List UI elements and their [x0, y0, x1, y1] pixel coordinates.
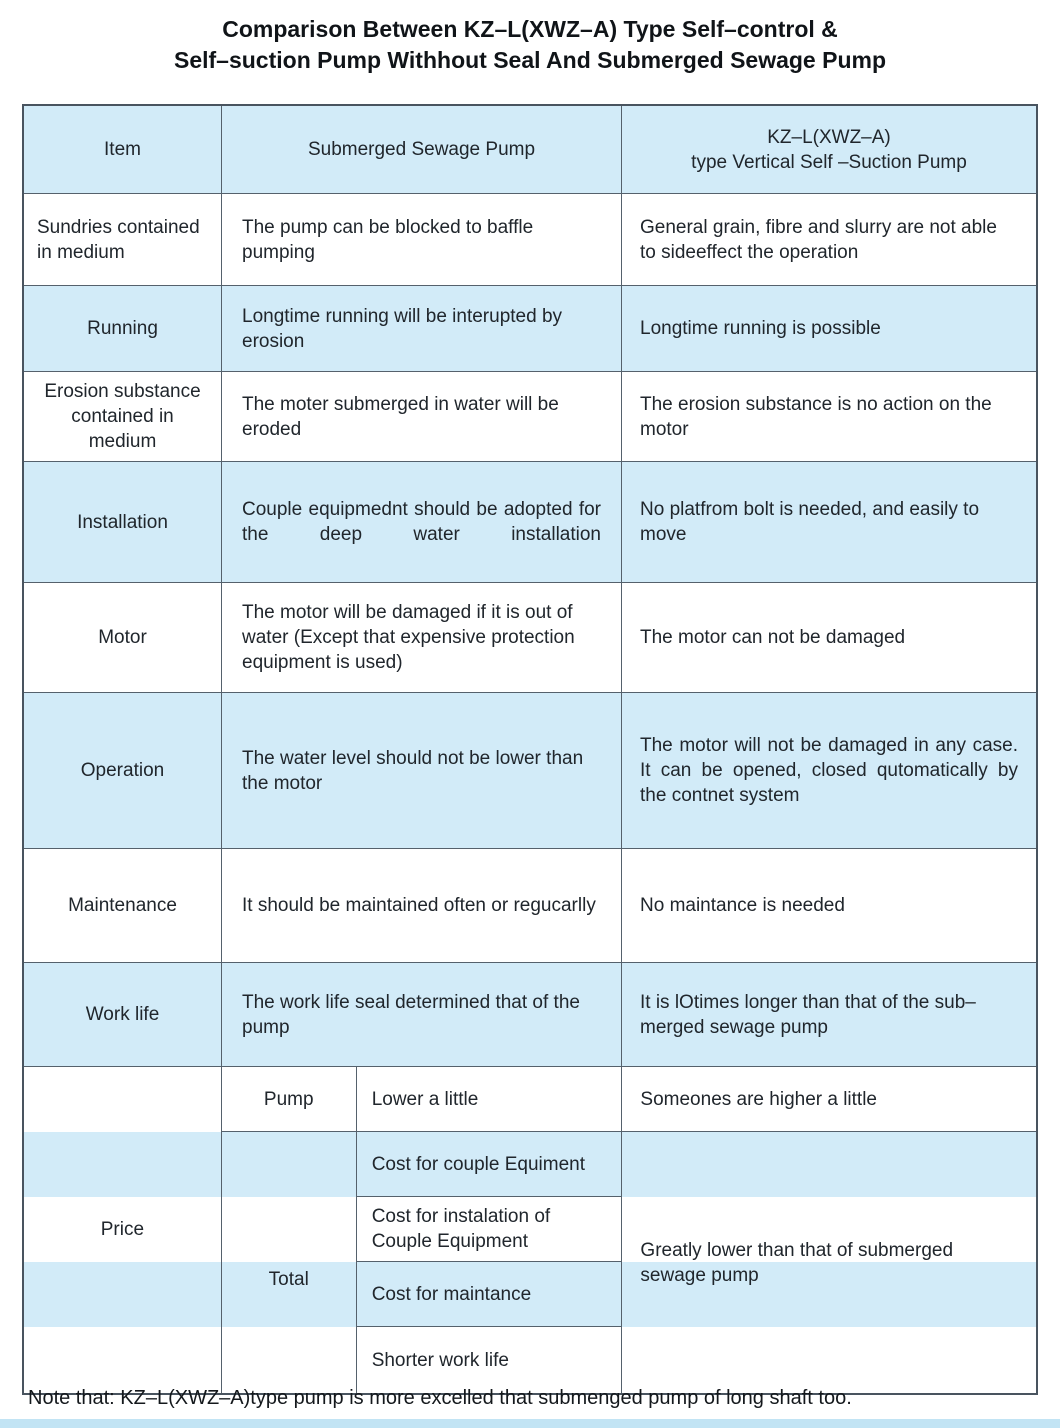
price-subcol-labels — [222, 1067, 357, 1393]
row-submerged-cell: The water level should not be lower than the motor — [222, 693, 622, 848]
table-row-erosion — [24, 372, 1036, 462]
footnote: Note that: KZ–L(XWZ–A)type pump is more excelled that submenged pump of long shaft too. — [28, 1387, 852, 1409]
price-cost-cell: Cost for instalation of Couple Equipment — [357, 1197, 622, 1262]
price-cost-cell: Cost for couple Equiment — [357, 1132, 622, 1197]
price-pump-kzl-cell: Someones are higher a little — [622, 1067, 1036, 1132]
row-submerged-cell: It should be maintained often or regucarlly — [222, 849, 622, 962]
table-row-operation — [24, 693, 1036, 849]
header-submerged-cell: Submerged Sewage Pump — [222, 106, 622, 193]
price-item-label: Price — [100, 1219, 145, 1240]
price-pump-label-cell: Pump — [222, 1067, 356, 1132]
row-kzl-cell: The motor can not be damaged — [640, 627, 906, 648]
row-item-cell: Sundries contained in medium — [24, 194, 222, 285]
row-kzl-cell: No platfrom bolt is needed, and easily to move — [640, 499, 980, 545]
price-total-kzl-cell: Greatly lower than that of submerged sewage pump — [640, 1239, 954, 1286]
page-title-line2: Self–suction Pump Withhout Seal And Submerged Sewage Pump — [173, 47, 887, 73]
comparison-table — [22, 104, 1038, 1395]
row-submerged-cell: Longtime running will be interupted by erosion — [222, 286, 622, 371]
table-row-running — [24, 286, 1036, 372]
page-title-line1: Comparison Between KZ–L(XWZ–A) Type Self–control & — [222, 16, 838, 42]
table-row-worklife — [24, 963, 1036, 1067]
page-title — [0, 14, 1060, 76]
header-kzl-line1: KZ–L(XWZ–A) — [767, 126, 891, 148]
table-row-sundries — [24, 194, 1036, 286]
row-item-cell: Operation — [24, 693, 222, 848]
price-cost-cell: Cost for maintance — [357, 1262, 622, 1327]
price-item-cell — [24, 1067, 222, 1393]
price-kzl-column — [622, 1067, 1036, 1393]
row-submerged-cell: The work life seal determined that of the pump — [222, 963, 622, 1066]
header-item-cell: Item — [24, 106, 222, 193]
row-kzl-cell: The erosion substance is no action on the motor — [640, 393, 992, 440]
row-submerged-cell: The moter submerged in water will be eroded — [222, 372, 622, 461]
bottom-accent-bar — [0, 1419, 1060, 1428]
row-item-cell: Running — [24, 286, 222, 371]
price-subcol-items — [357, 1067, 623, 1393]
table-row-maintenance — [24, 849, 1036, 963]
row-item-cell: Erosion substance contained in medium — [24, 372, 222, 461]
row-item-cell: Work life — [24, 963, 222, 1066]
price-section — [24, 1067, 1036, 1393]
table-row-installation — [24, 462, 1036, 583]
price-cost-cell: Shorter work life — [371, 1349, 509, 1371]
table-row-motor — [24, 583, 1036, 693]
price-pump-submerged-cell: Lower a little — [357, 1067, 622, 1132]
row-kzl-cell: The motor will not be damaged in any case. It can be opened, closed qutomatically by the contnet system — [640, 735, 1018, 806]
row-submerged-cell: Couple equipmednt should be adopted for the deep water installation — [242, 499, 601, 545]
row-item-cell: Installation — [24, 462, 222, 582]
row-kzl-cell: It is lOtimes longer than that of the sub–merged sewage pump — [640, 991, 976, 1038]
row-item-cell: Motor — [24, 583, 222, 692]
header-kzl-line2: type Vertical Self –Suction Pump — [691, 151, 967, 173]
row-submerged-cell: The motor will be damaged if it is out of water (Except that expensive protection equipment is used) — [222, 583, 622, 692]
row-kzl-cell: Longtime running is possible — [640, 318, 881, 339]
row-submerged-cell: The pump can be blocked to baffle pumping — [222, 194, 622, 285]
row-kzl-cell: No maintance is needed — [640, 895, 845, 916]
price-total-label-cell: Total — [268, 1269, 309, 1290]
table-header-row — [24, 106, 1036, 194]
row-item-cell: Maintenance — [24, 849, 222, 962]
header-kzl-cell — [622, 106, 1036, 193]
row-kzl-cell: General grain, fibre and slurry are not able to sideeffect the operation — [640, 216, 997, 263]
